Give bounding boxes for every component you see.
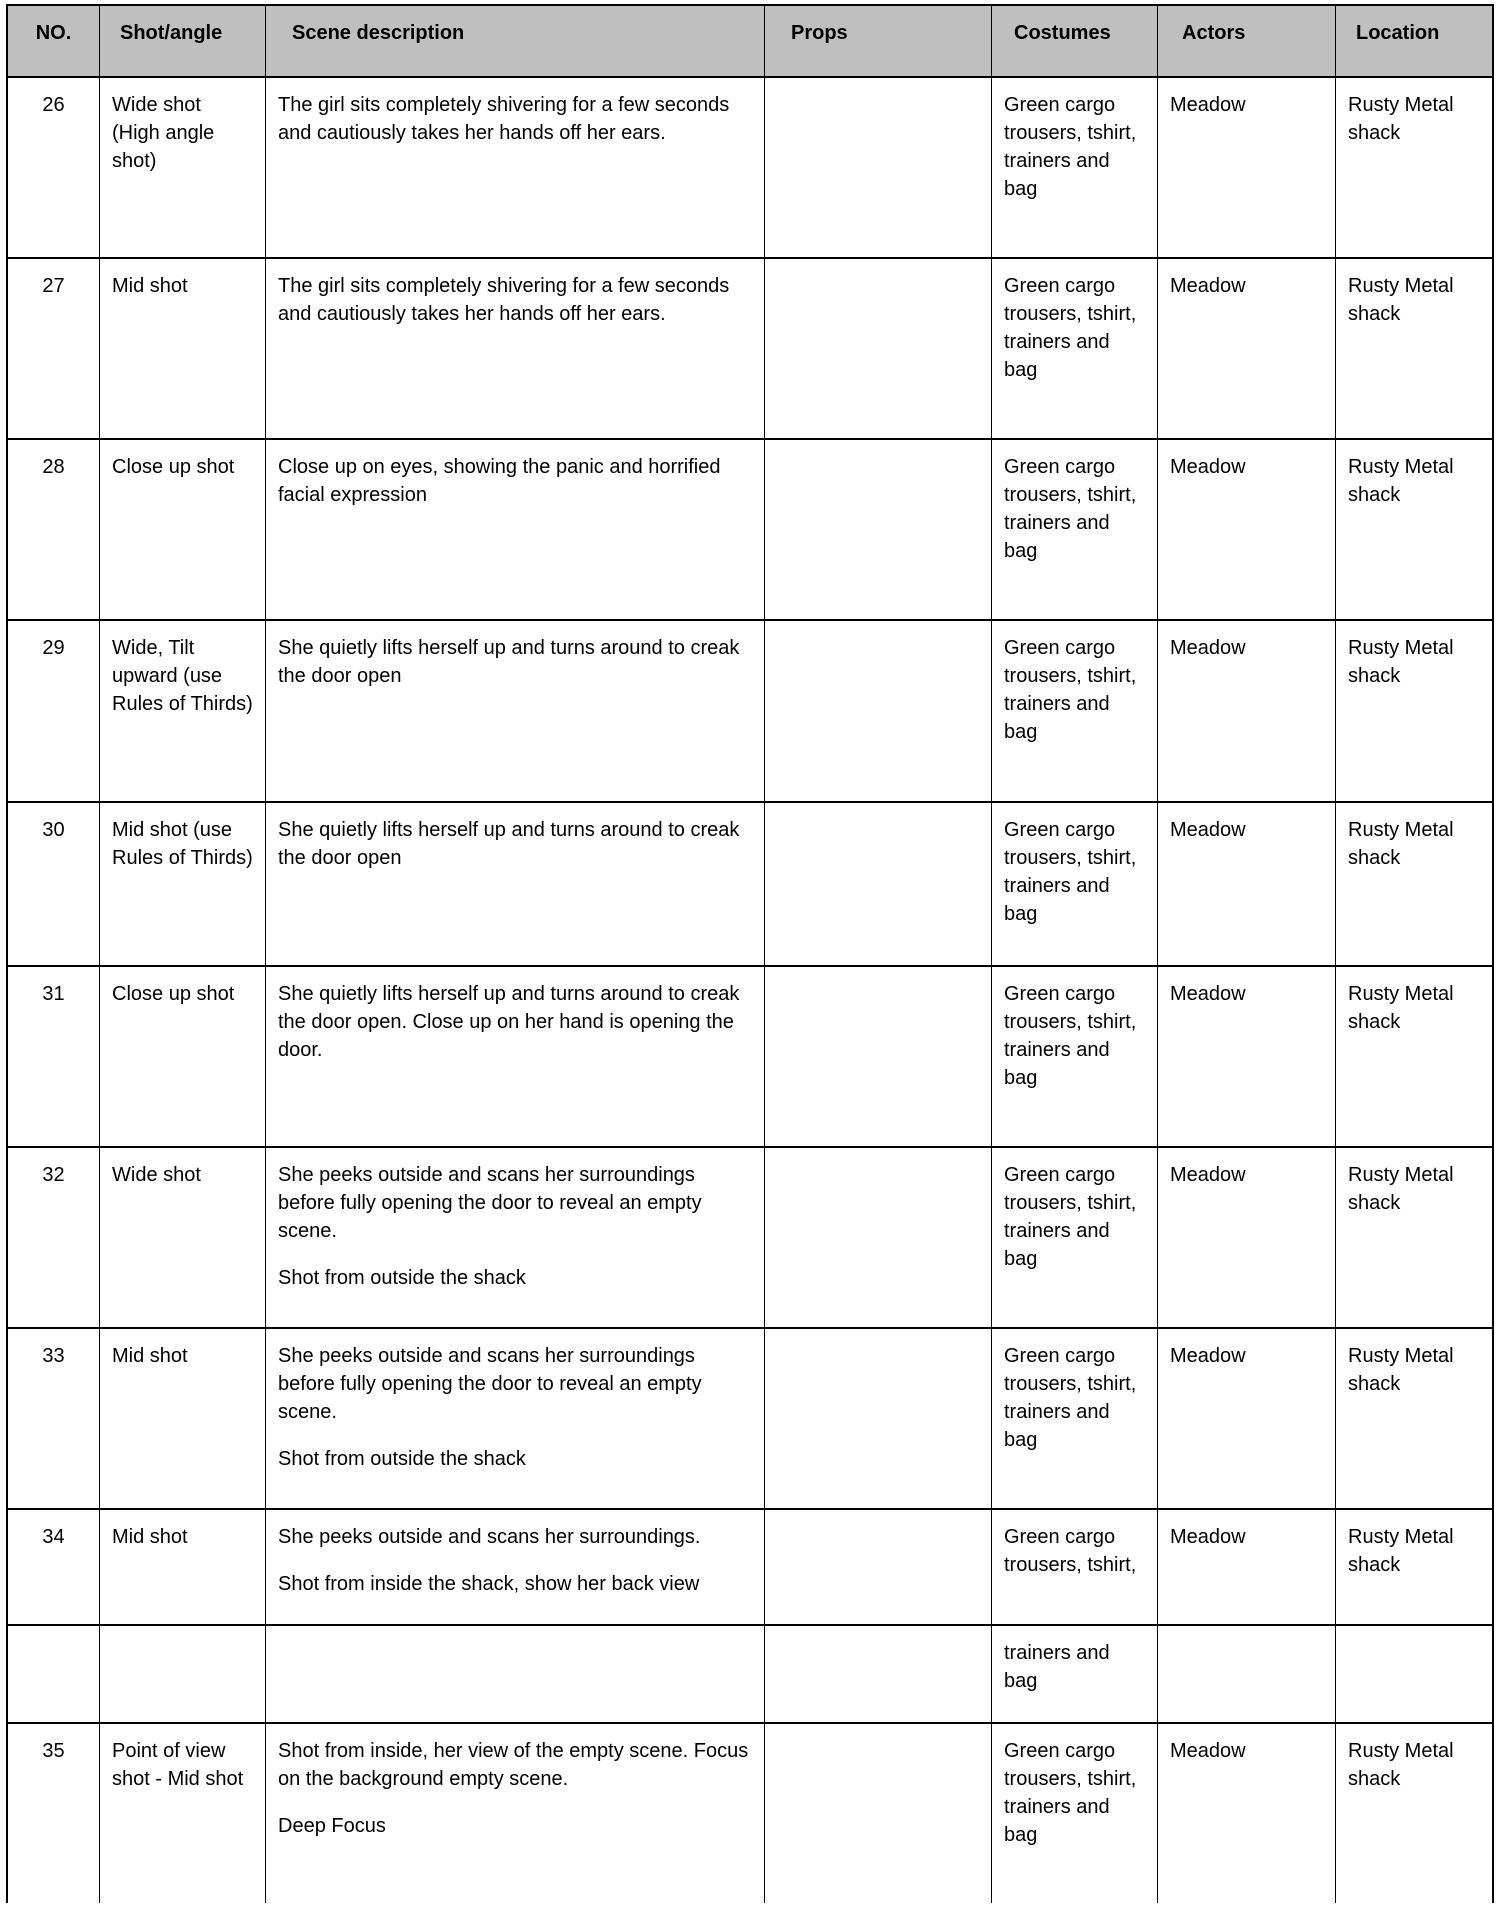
row-number: 33 bbox=[8, 1329, 100, 1508]
shot-angle-cell: Mid shot bbox=[100, 1329, 266, 1508]
location-cell bbox=[1336, 1626, 1492, 1722]
costumes-cell: Green cargo trousers, tshirt, trainers and bag bbox=[992, 440, 1158, 619]
table-row bbox=[6, 965, 1494, 1146]
header-no: NO. bbox=[8, 6, 100, 76]
actors-cell: Meadow bbox=[1158, 259, 1336, 438]
shot-angle-cell: Point of view shot - Mid shot bbox=[100, 1724, 266, 1903]
table-header bbox=[6, 4, 1494, 76]
description-paragraph: The girl sits completely shivering for a few seconds and cautiously takes her hands off her ears. bbox=[278, 275, 730, 325]
scene-description-cell bbox=[266, 803, 765, 965]
props-cell bbox=[765, 803, 992, 965]
scene-description-cell bbox=[266, 259, 765, 438]
shot-angle-cell: Wide shot bbox=[100, 1148, 266, 1327]
header-location: Location bbox=[1356, 22, 1440, 44]
shot-angle-cell: Wide shot (High angle shot) bbox=[100, 78, 266, 257]
header-shot-angle: Shot/angle bbox=[100, 6, 266, 76]
actors-cell bbox=[1158, 1626, 1336, 1722]
row-number bbox=[8, 1626, 100, 1722]
shot-angle-cell: Mid shot bbox=[100, 259, 266, 438]
row-number: 29 bbox=[8, 621, 100, 801]
scene-description-cell bbox=[266, 1329, 765, 1508]
table-row bbox=[6, 438, 1494, 619]
location-cell: Rusty Metal shack bbox=[1348, 94, 1454, 144]
description-paragraph: She peeks outside and scans her surroundings. bbox=[278, 1526, 701, 1548]
description-paragraph: She quietly lifts herself up and turns around to creak the door open. Close up on her hand is opening the door. bbox=[278, 983, 740, 1061]
shot-angle-cell: Mid shot (use Rules of Thirds) bbox=[100, 803, 266, 965]
actors-cell: Meadow bbox=[1158, 440, 1336, 619]
description-paragraph: Shot from inside the shack, show her back view bbox=[278, 1573, 700, 1595]
actors-cell: Meadow bbox=[1158, 1329, 1336, 1508]
description-paragraph: She quietly lifts herself up and turns around to creak the door open bbox=[278, 637, 740, 687]
table-row bbox=[6, 1146, 1494, 1327]
scene-description-cell bbox=[266, 967, 765, 1146]
scene-description-cell bbox=[266, 440, 765, 619]
row-number: 32 bbox=[8, 1148, 100, 1327]
header-costumes: Costumes bbox=[992, 6, 1158, 76]
table-row bbox=[6, 1508, 1494, 1624]
actors-cell: Meadow bbox=[1158, 1510, 1336, 1624]
costumes-cell: Green cargo trousers, tshirt, trainers and bag bbox=[992, 1329, 1158, 1508]
costumes-cell: Green cargo trousers, tshirt, trainers and bag bbox=[992, 803, 1158, 965]
table-row bbox=[6, 801, 1494, 965]
actors-cell: Meadow bbox=[1158, 967, 1336, 1146]
location-cell: Rusty Metal shack bbox=[1348, 1526, 1454, 1576]
location-cell: Rusty Metal shack bbox=[1348, 1164, 1454, 1214]
props-cell bbox=[765, 967, 992, 1146]
costumes-cell: Green cargo trousers, tshirt, trainers and bag bbox=[992, 967, 1158, 1146]
description-paragraph: Close up on eyes, showing the panic and horrified facial expression bbox=[278, 456, 721, 506]
shot-list-table bbox=[6, 4, 1494, 1924]
header-scene-description: Scene description bbox=[266, 6, 765, 76]
shot-angle-cell: Wide, Tilt upward (use Rules of Thirds) bbox=[100, 621, 266, 801]
scene-description-cell bbox=[266, 1148, 765, 1327]
props-cell bbox=[765, 1329, 992, 1508]
row-number: 26 bbox=[8, 78, 100, 257]
table-row bbox=[6, 1722, 1494, 1903]
costumes-cell: Green cargo trousers, tshirt, trainers and bag bbox=[992, 621, 1158, 801]
table-row bbox=[6, 76, 1494, 257]
props-cell bbox=[765, 1626, 992, 1722]
description-paragraph: Shot from inside, her view of the empty scene. Focus on the background empty scene. bbox=[278, 1740, 749, 1790]
row-number: 31 bbox=[8, 967, 100, 1146]
shot-angle-cell: Close up shot bbox=[100, 967, 266, 1146]
row-number: 27 bbox=[8, 259, 100, 438]
table-row bbox=[6, 619, 1494, 801]
description-paragraph: She quietly lifts herself up and turns around to creak the door open bbox=[278, 819, 740, 869]
props-cell bbox=[765, 78, 992, 257]
row-number: 28 bbox=[8, 440, 100, 619]
props-cell bbox=[765, 621, 992, 801]
props-cell bbox=[765, 1724, 992, 1903]
actors-cell: Meadow bbox=[1158, 1148, 1336, 1327]
description-paragraph: She peeks outside and scans her surroundings before fully opening the door to reveal an empty scene. bbox=[278, 1345, 702, 1423]
location-cell: Rusty Metal shack bbox=[1348, 275, 1454, 325]
costumes-cell: Green cargo trousers, tshirt, trainers and bag bbox=[992, 259, 1158, 438]
location-cell: Rusty Metal shack bbox=[1348, 456, 1454, 506]
shot-angle-cell: Close up shot bbox=[100, 440, 266, 619]
location-cell: Rusty Metal shack bbox=[1348, 1740, 1454, 1790]
table-row bbox=[6, 1327, 1494, 1508]
description-paragraph: Shot from outside the shack bbox=[278, 1267, 526, 1289]
costumes-cell: Green cargo trousers, tshirt, trainers and bag bbox=[992, 1148, 1158, 1327]
costumes-cell: Green cargo trousers, tshirt, trainers and bag bbox=[992, 78, 1158, 257]
actors-cell: Meadow bbox=[1158, 78, 1336, 257]
header-props: Props bbox=[765, 6, 992, 76]
props-cell bbox=[765, 1148, 992, 1327]
row-number: 30 bbox=[8, 803, 100, 965]
costumes-cell: Green cargo trousers, tshirt, bbox=[992, 1510, 1158, 1624]
row-number: 35 bbox=[8, 1724, 100, 1903]
row-number: 34 bbox=[8, 1510, 100, 1624]
scene-description-cell bbox=[266, 1626, 765, 1722]
description-paragraph: Shot from outside the shack bbox=[278, 1448, 526, 1470]
location-cell: Rusty Metal shack bbox=[1348, 637, 1454, 687]
description-paragraph: The girl sits completely shivering for a few seconds and cautiously takes her hands off her ears. bbox=[278, 94, 730, 144]
scene-description-cell bbox=[266, 621, 765, 801]
actors-cell: Meadow bbox=[1158, 621, 1336, 801]
shot-angle-cell bbox=[100, 1626, 266, 1722]
actors-cell: Meadow bbox=[1158, 1724, 1336, 1903]
description-paragraph: Deep Focus bbox=[278, 1815, 386, 1837]
scene-description-cell bbox=[266, 78, 765, 257]
props-cell bbox=[765, 1510, 992, 1624]
costumes-cell: trainers and bag bbox=[992, 1626, 1158, 1722]
location-cell: Rusty Metal shack bbox=[1348, 1345, 1454, 1395]
costumes-cell: Green cargo trousers, tshirt, trainers and bag bbox=[992, 1724, 1158, 1903]
table-row bbox=[6, 1624, 1494, 1722]
table-row bbox=[6, 257, 1494, 438]
location-cell: Rusty Metal shack bbox=[1348, 983, 1454, 1033]
scene-description-cell bbox=[266, 1510, 765, 1624]
props-cell bbox=[765, 259, 992, 438]
description-paragraph: She peeks outside and scans her surroundings before fully opening the door to reveal an empty scene. bbox=[278, 1164, 702, 1242]
shot-angle-cell: Mid shot bbox=[100, 1510, 266, 1624]
props-cell bbox=[765, 440, 992, 619]
scene-description-cell bbox=[266, 1724, 765, 1903]
actors-cell: Meadow bbox=[1158, 803, 1336, 965]
header-actors: Actors bbox=[1158, 6, 1336, 76]
location-cell: Rusty Metal shack bbox=[1348, 819, 1454, 869]
